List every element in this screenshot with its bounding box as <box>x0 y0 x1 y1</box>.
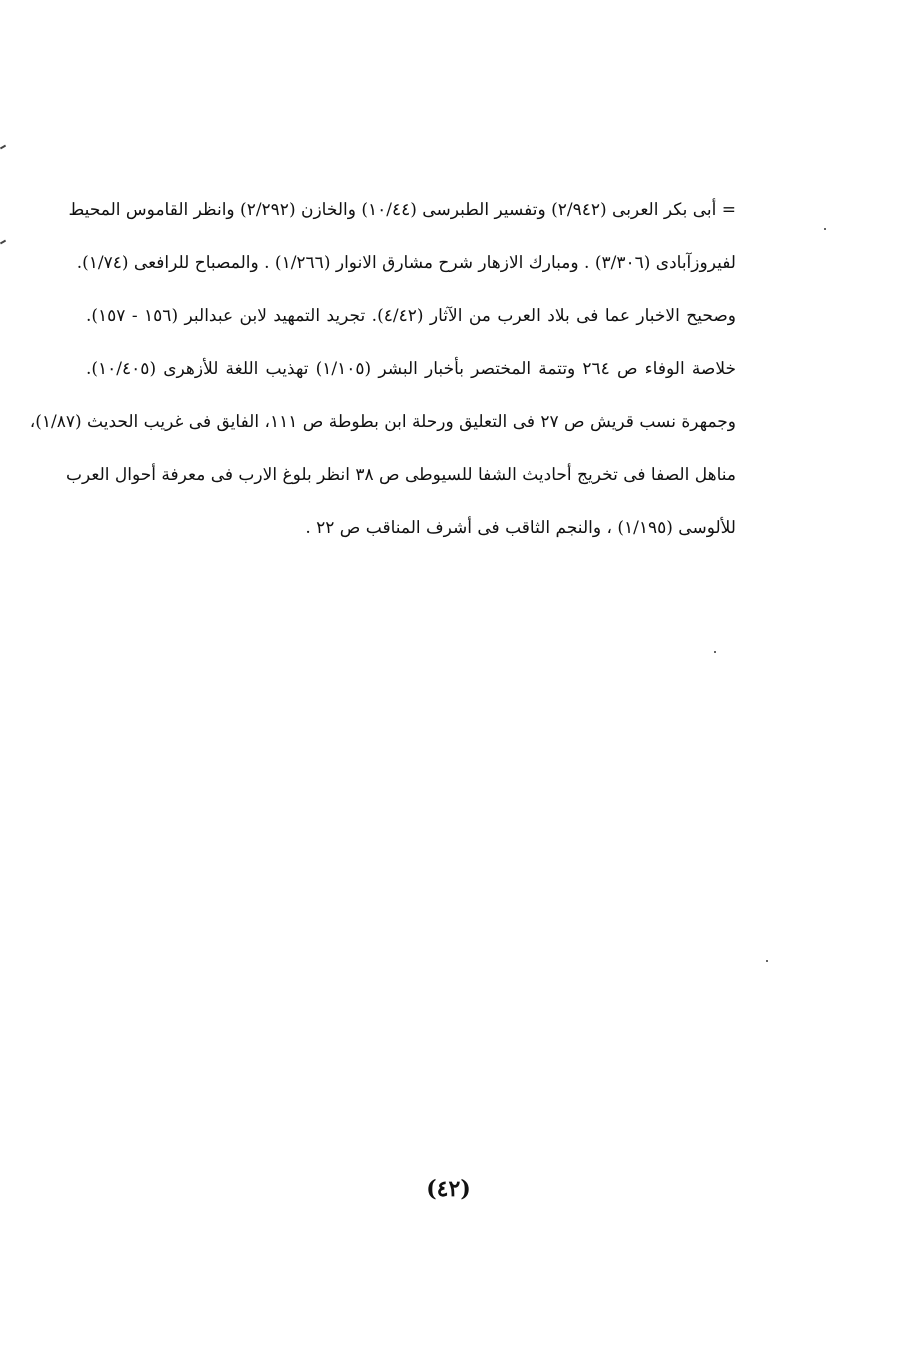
scan-edge-mark <box>0 240 6 245</box>
text-line-6: مناهل الصفا فى تخريج أحاديث الشفا للسيوطى ص ٣٨ انظر بلوغ الارب فى معرفة أحوال العرب <box>66 465 736 485</box>
text-line-5: وجمهرة نسب قريش ص ٢٧ فى التعليق ورحلة ابن بطوطة ص ١١١، الفايق فى غريب الحديث (١/٨٧)، <box>29 412 736 432</box>
scan-speck <box>714 651 716 653</box>
page-number: (٤٢) <box>426 1176 471 1202</box>
text-line-4: خلاصة الوفاء ص ٢٦٤ وتتمة المختصر بأخبار البشر (١/١٠٥) تهذيب اللغة للأزهرى (١٠/٤٠٥). <box>86 359 737 379</box>
scan-edge-mark <box>0 145 6 150</box>
text-line-3: وصحيح الاخبار عما فى بلاد العرب من الآثار (٤/٤٢). تجريد التمهيد لابن عبدالبر (١٥٦ - ١٥٧). <box>86 306 736 326</box>
text-line-2: لفيروزآبادى (٣/٣٠٦) . ومبارك الازهار شرح مشارق الانوار (١/٢٦٦) . والمصباح للرافعى (١/٧٤). <box>76 253 736 273</box>
text-line-7: للألوسى (١/١٩٥) ، والنجم الثاقب فى أشرف المناقب ص ٢٢ . <box>305 518 736 538</box>
text-line-1: = أبى بكر العربى (٢/٩٤٢) وتفسير الطبرسى (١٠/٤٤) والخازن (٢/٢٩٢) وانظر القاموس المحيط <box>68 200 736 220</box>
scan-speck <box>824 228 826 230</box>
footnote-text-block <box>29 184 737 555</box>
scan-speck <box>766 960 768 962</box>
